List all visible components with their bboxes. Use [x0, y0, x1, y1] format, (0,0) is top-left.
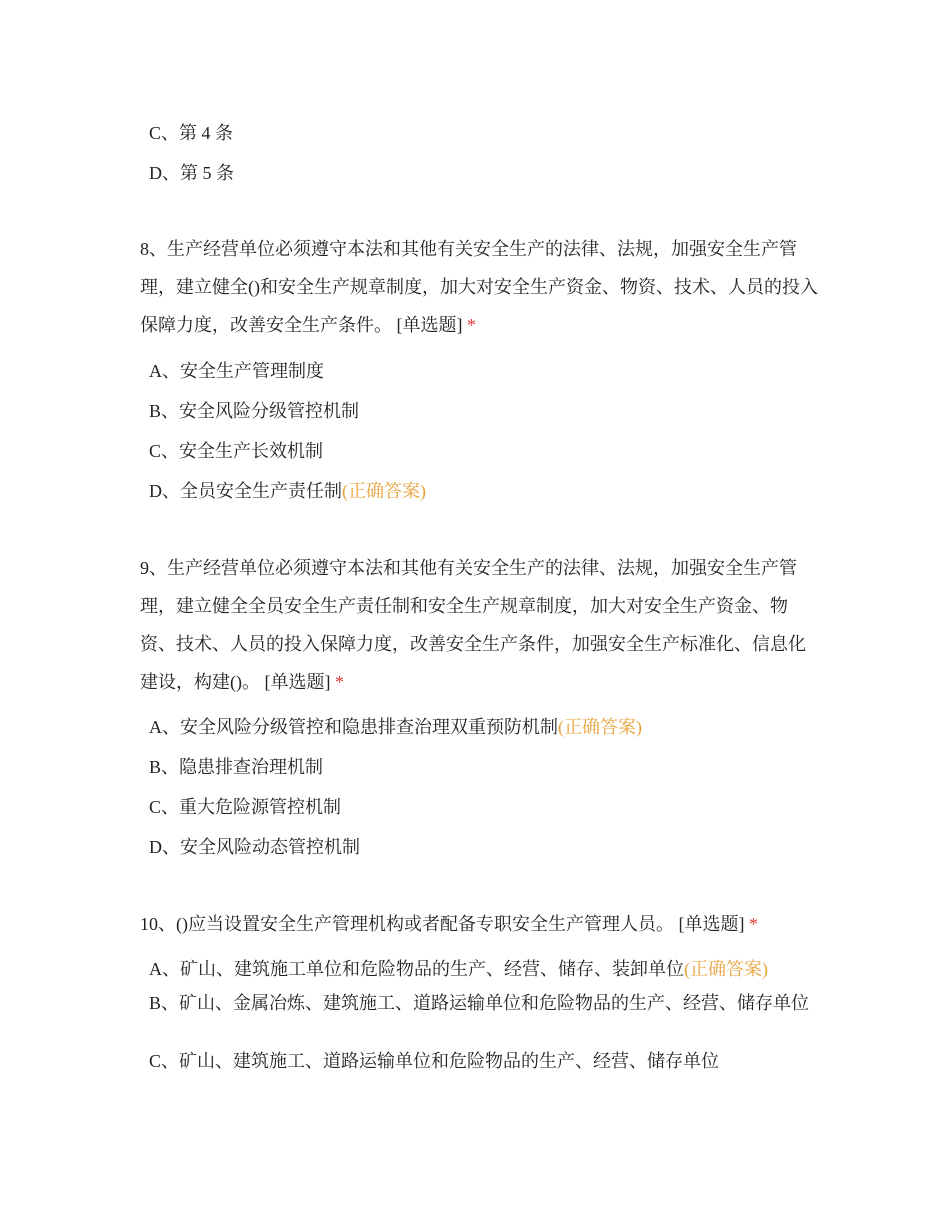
option-text: D、安全风险动态管控机制	[149, 837, 360, 857]
question-type-label: [单选题]	[396, 315, 463, 335]
question-10-title	[140, 905, 820, 943]
option-c[interactable]	[149, 121, 233, 145]
required-asterisk: *	[749, 914, 758, 934]
correct-answer-badge: (正确答案)	[684, 959, 768, 979]
option-text: C、矿山、建筑施工、道路运输单位和危险物品的生产、经营、储存单位	[149, 1051, 720, 1071]
correct-answer-badge: (正确答案)	[342, 481, 426, 501]
option-d[interactable]	[149, 835, 360, 859]
option-text: C、安全生产长效机制	[149, 441, 324, 461]
question-8-title	[140, 230, 820, 344]
question-stem: 10、()应当设置安全生产管理机构或者配备专职安全生产管理人员。	[140, 914, 674, 934]
required-asterisk: *	[467, 315, 476, 335]
option-text: B、矿山、金属冶炼、建筑施工、道路运输单位和危险物品的生产、经营、储存单位	[149, 993, 810, 1013]
option-b[interactable]	[149, 755, 323, 779]
required-asterisk: *	[335, 672, 344, 692]
question-type-label: [单选题]	[678, 914, 745, 934]
option-text: A、安全风险分级管控和隐患排查治理双重预防机制	[149, 717, 558, 737]
option-text: A、矿山、建筑施工单位和危险物品的生产、经营、储存、装卸单位	[149, 959, 684, 979]
option-a[interactable]	[149, 957, 768, 981]
option-text: A、安全生产管理制度	[149, 361, 324, 381]
option-text: C、重大危险源管控机制	[149, 797, 342, 817]
question-stem: 8、生产经营单位必须遵守本法和其他有关安全生产的法律、法规，加强安全生产管理，建立健全()和安全生产规章制度，加大对安全生产资金、物资、技术、人员的投入保障力度，改善安全生产条件。	[140, 239, 818, 335]
question-9-title	[140, 549, 820, 701]
option-text: B、安全风险分级管控机制	[149, 401, 360, 421]
option-b[interactable]	[149, 399, 359, 423]
option-b[interactable]	[149, 991, 809, 1015]
option-d[interactable]	[149, 161, 234, 185]
option-text: C、第 4 条	[149, 123, 234, 143]
option-text: D、全员安全生产责任制	[149, 481, 342, 501]
option-a[interactable]	[149, 359, 324, 383]
option-text: D、第 5 条	[149, 163, 234, 183]
option-c[interactable]	[149, 439, 323, 463]
question-stem: 9、生产经营单位必须遵守本法和其他有关安全生产的法律、法规，加强安全生产管理，建立健全全员安全生产责任制和安全生产规章制度，加大对安全生产资金、物资、技术、人员的投入保障力度，改善安全生产条件，加强安全生产标准化、信息化建设，构建()。	[140, 558, 806, 692]
option-text: B、隐患排查治理机制	[149, 757, 324, 777]
option-a[interactable]	[149, 715, 642, 739]
question-type-label: [单选题]	[264, 672, 331, 692]
correct-answer-badge: (正确答案)	[558, 717, 642, 737]
option-d[interactable]	[149, 479, 426, 503]
option-c[interactable]	[149, 1049, 719, 1073]
option-c[interactable]	[149, 795, 341, 819]
